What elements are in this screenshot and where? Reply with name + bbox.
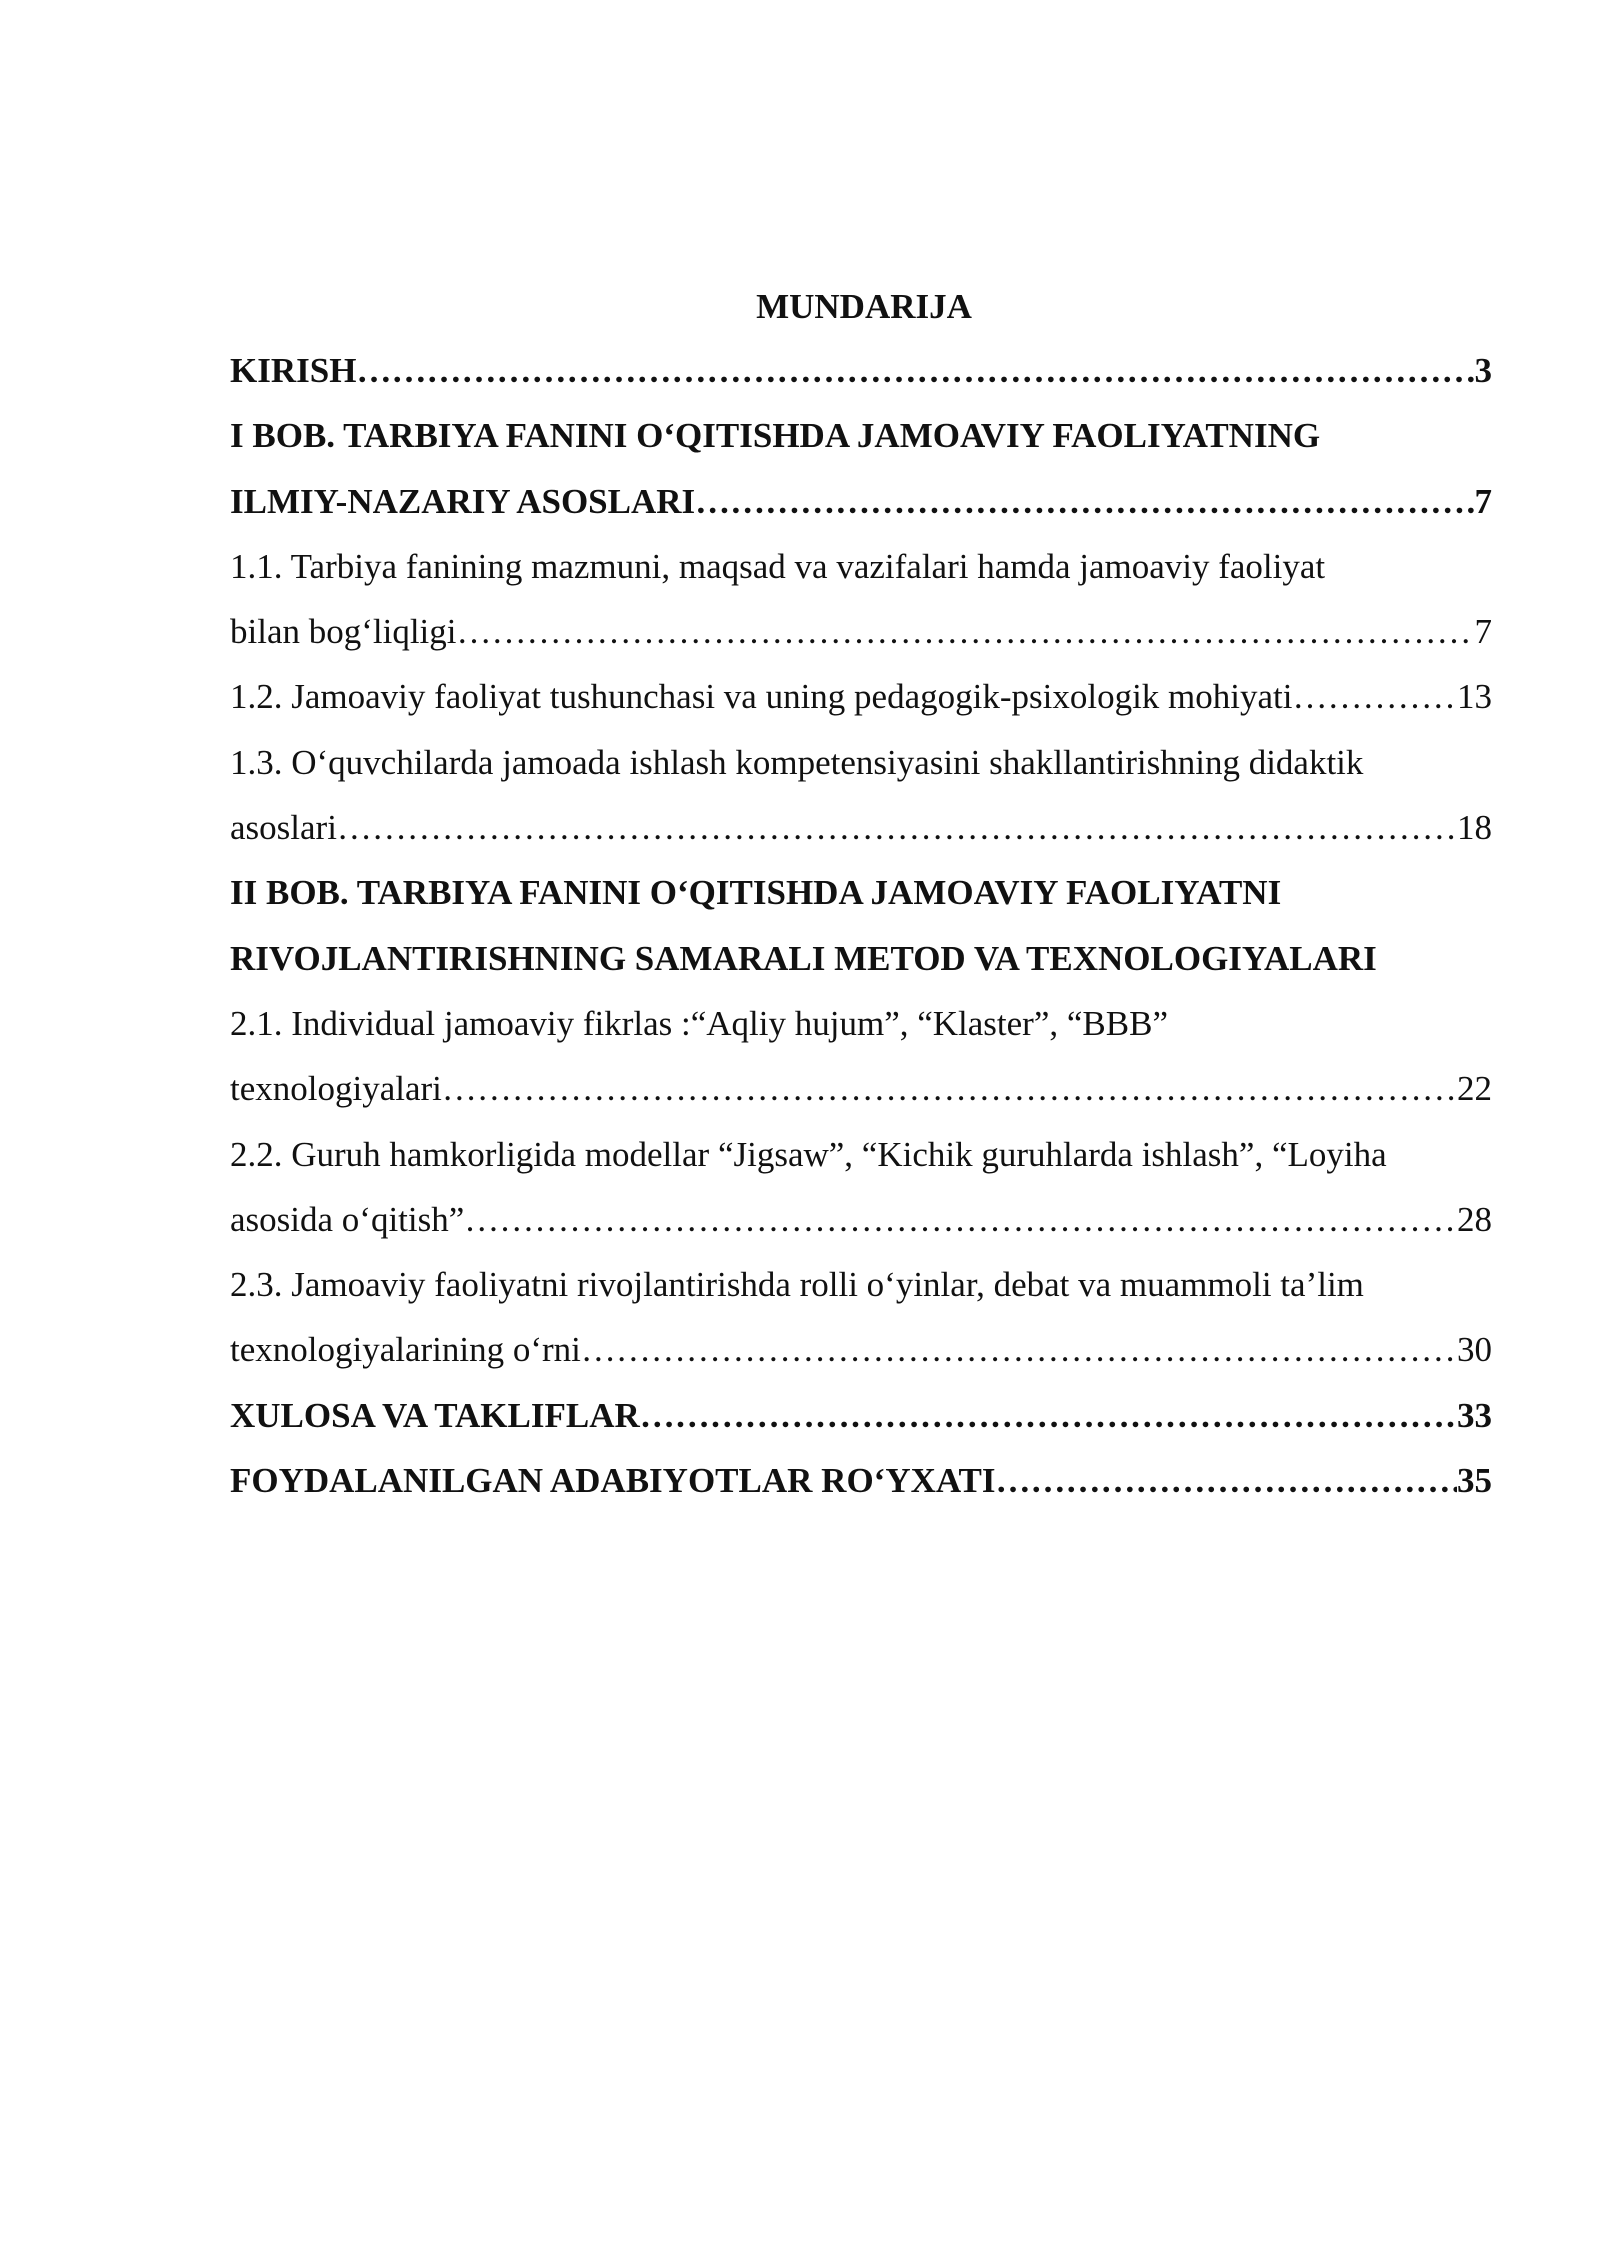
dot-leader [356,338,1474,403]
toc-line [230,599,1492,664]
dot-leader [996,1448,1457,1513]
toc-line [230,403,1492,468]
toc-line-text: 1.3. O‘quvchilarda jamoada ishlash kompetensiyasini shakllantirishning didaktik [230,742,1364,782]
toc-entry [230,1252,1492,1383]
dot-leader [442,1056,1457,1121]
dot-leader [337,795,1457,860]
dot-leader [1292,664,1457,729]
table-of-contents [230,276,1492,1513]
toc-line-text: bilan bog‘liqligi [230,612,457,652]
dot-leader [581,1317,1457,1382]
toc-entry [230,338,1492,403]
toc-line [230,860,1492,925]
dot-leader [457,599,1475,664]
toc-page-number: 3 [1474,351,1492,390]
toc-line-text: 2.1. Individual jamoaviy fikrlas :“Aqliy hujum”, “Klaster”, “BBB” [230,1003,1168,1043]
toc-line [230,1187,1492,1252]
toc-line [230,991,1492,1056]
toc-page-number: 28 [1457,1199,1492,1239]
toc-entry [230,534,1492,665]
dot-leader [464,1187,1457,1252]
toc-entry [230,730,1492,861]
toc-entry [230,664,1492,729]
toc-line [230,338,1492,403]
toc-line-text: I BOB. TARBIYA FANINI O‘QITISHDA JAMOAVIY FAOLIYATNING [230,416,1321,456]
toc-line-text: II BOB. TARBIYA FANINI O‘QITISHDA JAMOAVIY FAOLIYATNI [230,873,1282,913]
toc-entry [230,991,1492,1122]
toc-entries [230,338,1492,1513]
toc-title: MUNDARIJA [756,287,972,326]
toc-page-number: 30 [1457,1330,1492,1370]
toc-line-text: texnologiyalari [230,1069,442,1109]
toc-page-number: 22 [1457,1069,1492,1109]
dot-leader [695,469,1474,534]
toc-entry [230,403,1492,534]
toc-line [230,1317,1492,1382]
toc-line-text: RIVOJLANTIRISHNING SAMARALI METOD VA TEXNOLOGIYALARI [230,938,1377,978]
toc-page-number: 7 [1474,612,1492,652]
toc-line-text: FOYDALANILGAN ADABIYOTLAR RO‘YXATI [230,1461,996,1501]
toc-line [230,664,1492,729]
toc-line [230,1122,1492,1187]
toc-line-text: texnologiyalarining o‘rni [230,1330,581,1370]
toc-line-text: asosida o‘qitish” [230,1199,465,1239]
toc-entry [230,1122,1492,1253]
toc-line [230,926,1492,991]
toc-line-text: 1.2. Jamoaviy faoliyat tushunchasi va uning pedagogik-psixologik mohiyati [230,677,1293,717]
toc-line-text: 1.1. Tarbiya fanining mazmuni, maqsad va vazifalari hamda jamoaviy faoliyat [230,546,1326,586]
toc-line [230,1252,1492,1317]
toc-page-number: 35 [1457,1461,1492,1501]
toc-line [230,534,1492,599]
toc-line [230,1383,1492,1448]
toc-page-number: 33 [1457,1395,1492,1435]
toc-page-number: 7 [1474,481,1492,521]
toc-line-text: ILMIY-NAZARIY ASOSLARI [230,481,696,521]
toc-line [230,469,1492,534]
toc-line-text: 2.2. Guruh hamkorligida modellar “Jigsaw”, “Kichik guruhlarda ishlash”, “Loyiha [230,1134,1387,1174]
toc-line [230,1056,1492,1121]
toc-entry [230,1448,1492,1513]
toc-line [230,795,1492,860]
toc-line-text: KIRISH [230,351,357,390]
toc-page-number: 18 [1457,808,1492,848]
toc-page-number: 13 [1457,677,1492,717]
toc-line [230,730,1492,795]
toc-line [230,1448,1492,1513]
toc-line-text: XULOSA VA TAKLIFLAR [230,1395,640,1435]
toc-line-text: 2.3. Jamoaviy faoliyatni rivojlantirishda rolli o‘yinlar, debat va muammoli ta’lim [230,1265,1364,1305]
toc-entry [230,860,1492,991]
dot-leader [640,1383,1457,1448]
toc-line-text: asoslari [230,808,337,848]
toc-entry [230,1383,1492,1448]
